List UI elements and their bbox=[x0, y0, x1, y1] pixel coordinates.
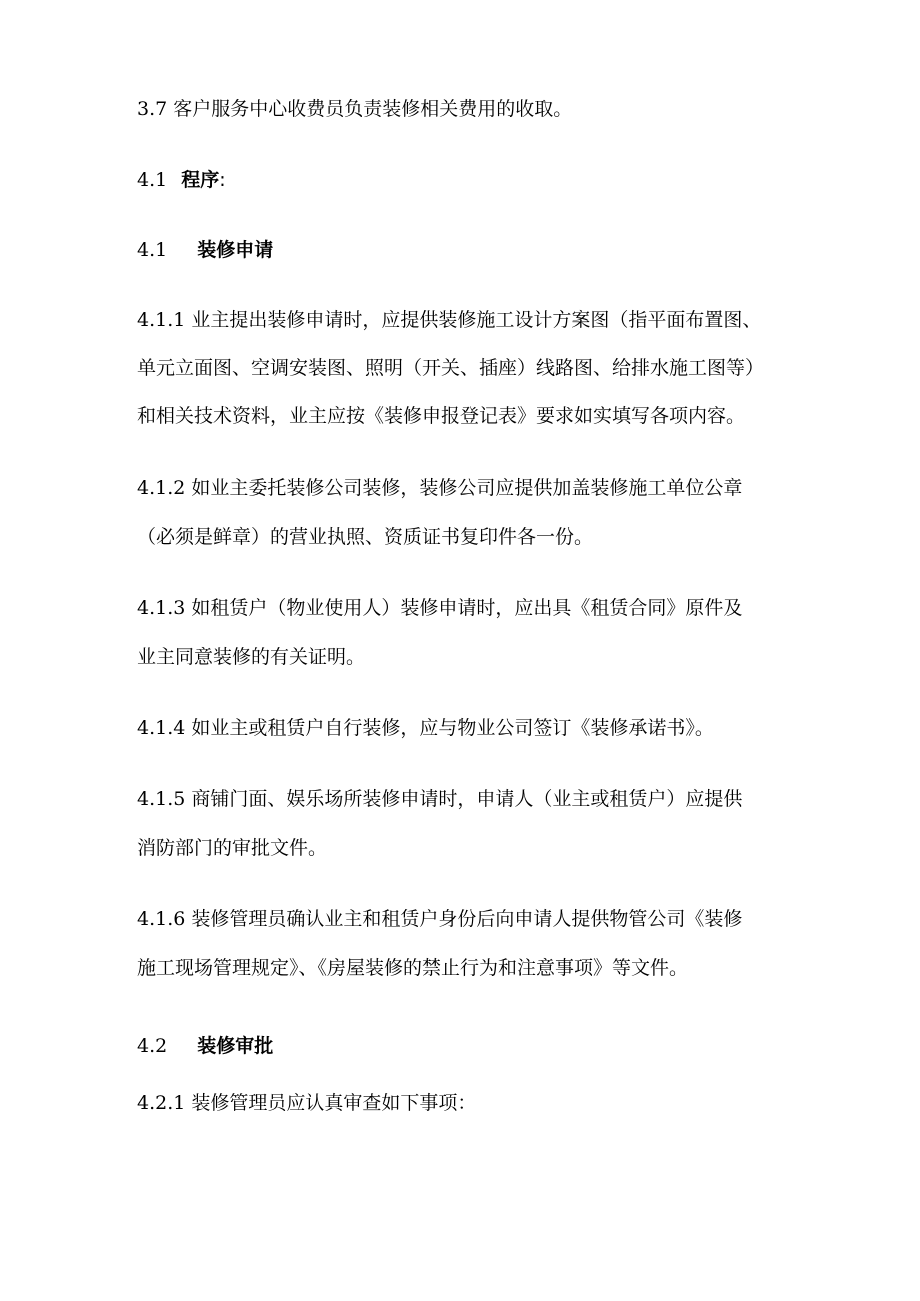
paragraph-4-2-1-line-1 bbox=[137, 1091, 476, 1115]
section-heading-approval bbox=[137, 1034, 273, 1058]
paragraph-4-1-2-line-2: （必须是鲜章）的营业执照、资质证书复印件各一份。 bbox=[137, 526, 594, 548]
paragraph-text: 如业主委托装修公司装修，装修公司应提供加盖装修施工单位公章 bbox=[191, 477, 743, 499]
section-number: 4.1 bbox=[137, 169, 168, 191]
paragraph-text: 装修管理员确认业主和租赁户身份后向申请人提供物管公司《装修 bbox=[191, 908, 743, 930]
paragraph-4-1-3-line-1 bbox=[137, 596, 742, 620]
section-number: 4.2 bbox=[137, 1035, 168, 1057]
paragraph-4-1-6-line-1 bbox=[137, 907, 742, 931]
paragraph-number: 4.1.1 bbox=[137, 309, 186, 331]
paragraph-4-1-3-line-2: 业主同意装修的有关证明。 bbox=[137, 646, 366, 668]
paragraph-number: 4.2.1 bbox=[137, 1092, 186, 1114]
section-title: 装修审批 bbox=[197, 1035, 274, 1057]
paragraph-4-1-1-line-2: 单元立面图、空调安装图、照明（开关、插座）线路图、给排水施工图等） bbox=[137, 357, 765, 379]
paragraph-text: 如租赁户（物业使用人）装修申请时，应出具《租赁合同》原件及 bbox=[191, 597, 743, 619]
paragraph-number: 3.7 bbox=[137, 98, 168, 120]
paragraph-text: 业主提出装修申请时，应提供装修施工设计方案图（指平面布置图、 bbox=[191, 309, 762, 331]
paragraph-number: 4.1.3 bbox=[137, 597, 186, 619]
section-title: 程序 bbox=[181, 169, 220, 191]
paragraph-4-1-1-line-3: 和相关技术资料，业主应按《装修申报登记表》要求如实填写各项内容。 bbox=[137, 405, 746, 427]
paragraph-text: 商铺门面、娱乐场所装修申请时，申请人（业主或租赁户）应提供 bbox=[191, 788, 743, 810]
paragraph-3-7 bbox=[137, 97, 572, 121]
section-heading-program bbox=[137, 168, 226, 192]
paragraph-4-1-5-line-1 bbox=[137, 787, 742, 811]
paragraph-number: 4.1.6 bbox=[137, 908, 186, 930]
paragraph-number: 4.1.2 bbox=[137, 477, 186, 499]
paragraph-4-1-6-line-2: 施工现场管理规定》、《房屋装修的禁止行为和注意事项》等文件。 bbox=[137, 957, 689, 979]
paragraph-number: 4.1.5 bbox=[137, 788, 186, 810]
paragraph-number: 4.1.4 bbox=[137, 717, 186, 739]
section-number: 4.1 bbox=[137, 239, 168, 261]
paragraph-4-1-4-line-1 bbox=[137, 716, 714, 740]
section-heading-apply bbox=[137, 238, 273, 262]
paragraph-text: 装修管理员应认真审查如下事项： bbox=[191, 1092, 477, 1114]
paragraph-4-1-5-line-2: 消防部门的审批文件。 bbox=[137, 837, 328, 859]
section-title-suffix: : bbox=[219, 169, 226, 191]
paragraph-4-1-2-line-1 bbox=[137, 476, 742, 500]
paragraph-text: 客户服务中心收费员负责装修相关费用的收取。 bbox=[173, 98, 573, 120]
paragraph-text: 如业主或租赁户自行装修，应与物业公司签订《装修承诺书》。 bbox=[191, 717, 714, 739]
section-title: 装修申请 bbox=[197, 239, 274, 261]
paragraph-4-1-1-line-1 bbox=[137, 308, 761, 332]
